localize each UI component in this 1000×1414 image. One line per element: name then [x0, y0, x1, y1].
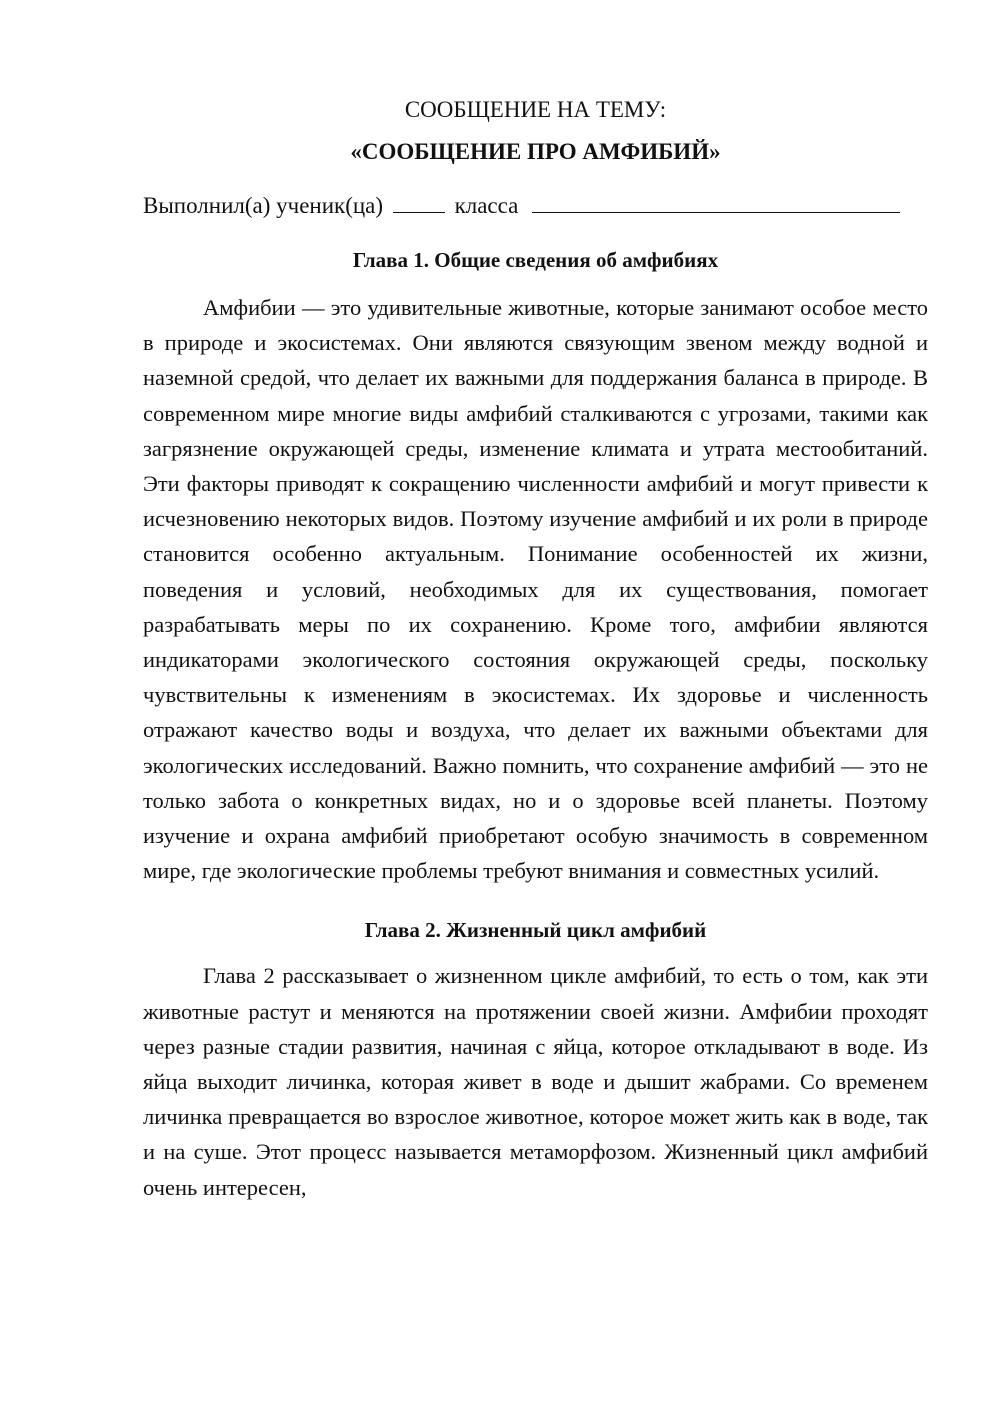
- author-prefix: Выполнил(а) ученик(ца): [143, 193, 384, 218]
- chapter-1-heading: Глава 1. Общие сведения об амфибиях: [352, 248, 719, 272]
- name-blank: [532, 194, 900, 213]
- grade-blank: [393, 194, 445, 213]
- author-line: [143, 188, 928, 224]
- chapter-2-heading: Глава 2. Жизненный цикл амфибий: [364, 918, 707, 943]
- document-page: [143, 92, 928, 1205]
- chapter-1-paragraph: Амфибии — это удивительные животные, которые занимают особое место в природе и экосистемах. Они являются связующим звеном между водной и наземной средой, что делает их важными для поддержания баланса в природе. В современном мире многие виды амфибий сталкиваются с угрозами, такими как загрязнение окружающей среды, изменение климата и утрата местообитаний. Эти факторы приводят к сокращению численности амфибий и могут привести к исчезновению некоторых видов. Поэтому изучение амфибий и их роли в природе становится особенно актуальным. Понимание особенностей их жизни, поведения и условий, необходимых для их существования, помогает разрабатывать меры по их сохранению. Кроме того, амфибии являются индикаторами экологического состояния окружающей среды, поскольку чувствительны к изменениям в экосистемах. Их здоровье и численность отражают качество воды и воздуха, что делает их важными объектами для экологических исследований. Важно помнить, что сохранение амфибий — это не только забота о конкретных видах, но и о здоровье всей планеты. Поэтому изучение и охрана амфибий приобретают особую значимость в современном мире, где экологические проблемы требуют внимания и совместных усилий.: [143, 295, 928, 884]
- author-class-label: класса: [454, 193, 519, 218]
- document-title-line-1: СООБЩЕНИЕ НА ТЕМУ:: [404, 97, 667, 122]
- chapter-2-paragraph: Глава 2 рассказывает о жизненном цикле амфибий, то есть о том, как эти животные растут и меняются на протяжении своей жизни. Амфибии проходят через разные стадии развития, начиная с яйца, которое откладывают в воде. Из яйца выходит личинка, которая живет в воде и дышит жабрами. Со временем личинка превращается во взрослое животное, которое может жить как в воде, так и на суше. Этот процесс называется метаморфозом. Жизненный цикл амфибий очень интересен,: [143, 963, 928, 1200]
- document-title-line-2: «СООБЩЕНИЕ ПРО АМФИБИЙ»: [350, 139, 721, 164]
